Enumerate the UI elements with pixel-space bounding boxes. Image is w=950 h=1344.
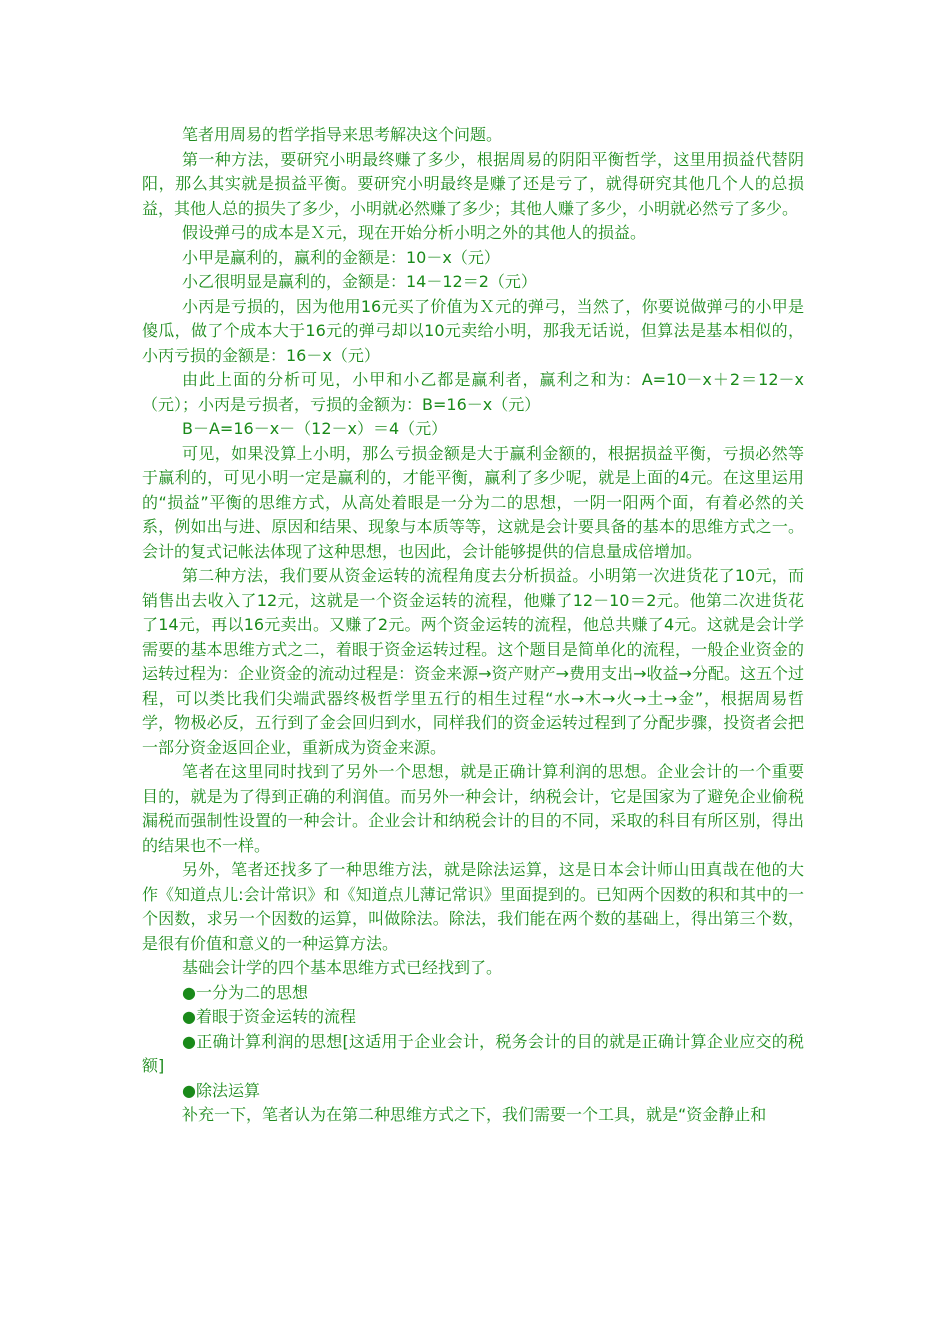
paragraph-profit-thinking: 笔者在这里同时找到了另外一个思想，就是正确计算利润的思想。企业会计的一个重要目的，就是为了得到正确的利润值。而另外一种会计，纳税会计，它是国家为了避免企业偷税漏税而强制性设置的一种会计。企业会计和纳税会计的目的不同，采取的科目有所区别，得出的结果也不一样。 [142,762,804,855]
paragraph-four-methods: 基础会计学的四个基本思维方式已经找到了。 [182,958,503,977]
paragraph-xiaoyi-profit: 小乙很明显是赢利的，金额是：14－12＝2（元） [182,272,537,291]
paragraph-balance-conclusion: 可见，如果没算上小明，那么亏损金额是大于赢利金额的，根据损益平衡，亏损必然等于赢利的，可见小明一定是赢利的，才能平衡，赢利了多少呢，就是上面的4元。在这里运用的“损益”平衡的思维方式，从高处着眼是一分为二的思想，一阴一阳两个面，有着必然的关系，例如出与进、原因和结果、现象与本质等等，这就是会计要具备的基本的思维方式之一。会计的复式记帐法体现了这种思想，也因此，会计能够提供的信息量成倍增加。 [142,443,804,561]
paragraph-method-one: 第一种方法，要研究小明最终赚了多少，根据周易的阴阳平衡哲学，这里用损益代替阴阳，那么其实就是损益平衡。要研究小明最终是赚了还是亏了，就得研究其他几个人的总损益，其他人总的损失了多少，小明就必然赚了多少；其他人赚了多少，小明就必然亏了多少。 [142,149,804,218]
paragraph-formula: B－A=16－x－（12－x）＝4（元） [182,419,448,438]
document-body [142,123,804,1128]
paragraph-method-two: 第二种方法，我们要从资金运转的流程角度去分析损益。小明第一次进货花了10元，而销售出去收入了12元，这就是一个资金运转的流程，他赚了12－10＝2元。他第二次进货花了14元，再以16元卖出。又赚了2元。两个资金运转的流程，他总共赚了4元。这就是会计学需要的基本思维方式之二，着眼于资金运转过程。这个题目是简单化的流程，一般企业资金的运转过程为：企业资金的流动过程是：资金来源→资产财产→费用支出→收益→分配。这五个过程，可以类比我们尖端武器终极哲学里五行的相生过程“水→木→火→土→金”，根据周易哲学，物极必反，五行到了金会回归到水，同样我们的资金运转过程到了分配步骤，投资者会把一部分资金返回企业，重新成为资金来源。 [142,566,804,757]
paragraph-xiaobing-loss: 小丙是亏损的，因为他用16元买了价值为Ｘ元的弹弓，当然了，你要说做弹弓的小甲是傻瓜，做了个成本大于16元的弹弓却以10元卖给小明，那我无话说，但算法是基本相似的，小丙亏损的金额是：16－x（元） [142,296,804,365]
paragraph-intro: 笔者用周易的哲学指导来思考解决这个问题。 [182,125,503,144]
paragraph-xiaojia-profit: 小甲是赢利的，赢利的金额是：10－x（元） [182,247,500,267]
paragraph-division-method: 另外，笔者还找多了一种思维方法，就是除法运算，这是日本会计师山田真哉在他的大作《知道点儿:会计常识》和《知道点儿薄记常识》里面提到的。已知两个因数的积和其中的一个因数，求另一个因数的运算，叫做除法。除法，我们能在两个数的基础上，得出第三个数，是很有价值和意义的一种运算方法。 [142,860,804,953]
list-item-dual-thinking: ●一分为二的思想 [182,982,308,1002]
list-item-profit-calculation: ●正确计算利润的思想[这适用于企业会计，税务会计的目的就是正确计算企业应交的税额] [142,1031,804,1075]
list-item-division: ●除法运算 [182,1080,260,1100]
paragraph-assumption: 假设弹弓的成本是Ｘ元，现在开始分析小明之外的其他人的损益。 [182,223,647,242]
paragraph-supplement: 补充一下，笔者认为在第二种思维方式之下，我们需要一个工具，就是“资金静止和 [182,1105,767,1124]
paragraph-analysis-sum: 由此上面的分析可见，小甲和小乙都是赢利者，赢利之和为：A=10－x＋2＝12－x（元）；小丙是亏损者，亏损的金额为：B=16－x（元） [142,370,804,414]
list-item-capital-flow: ●着眼于资金运转的流程 [182,1007,356,1026]
